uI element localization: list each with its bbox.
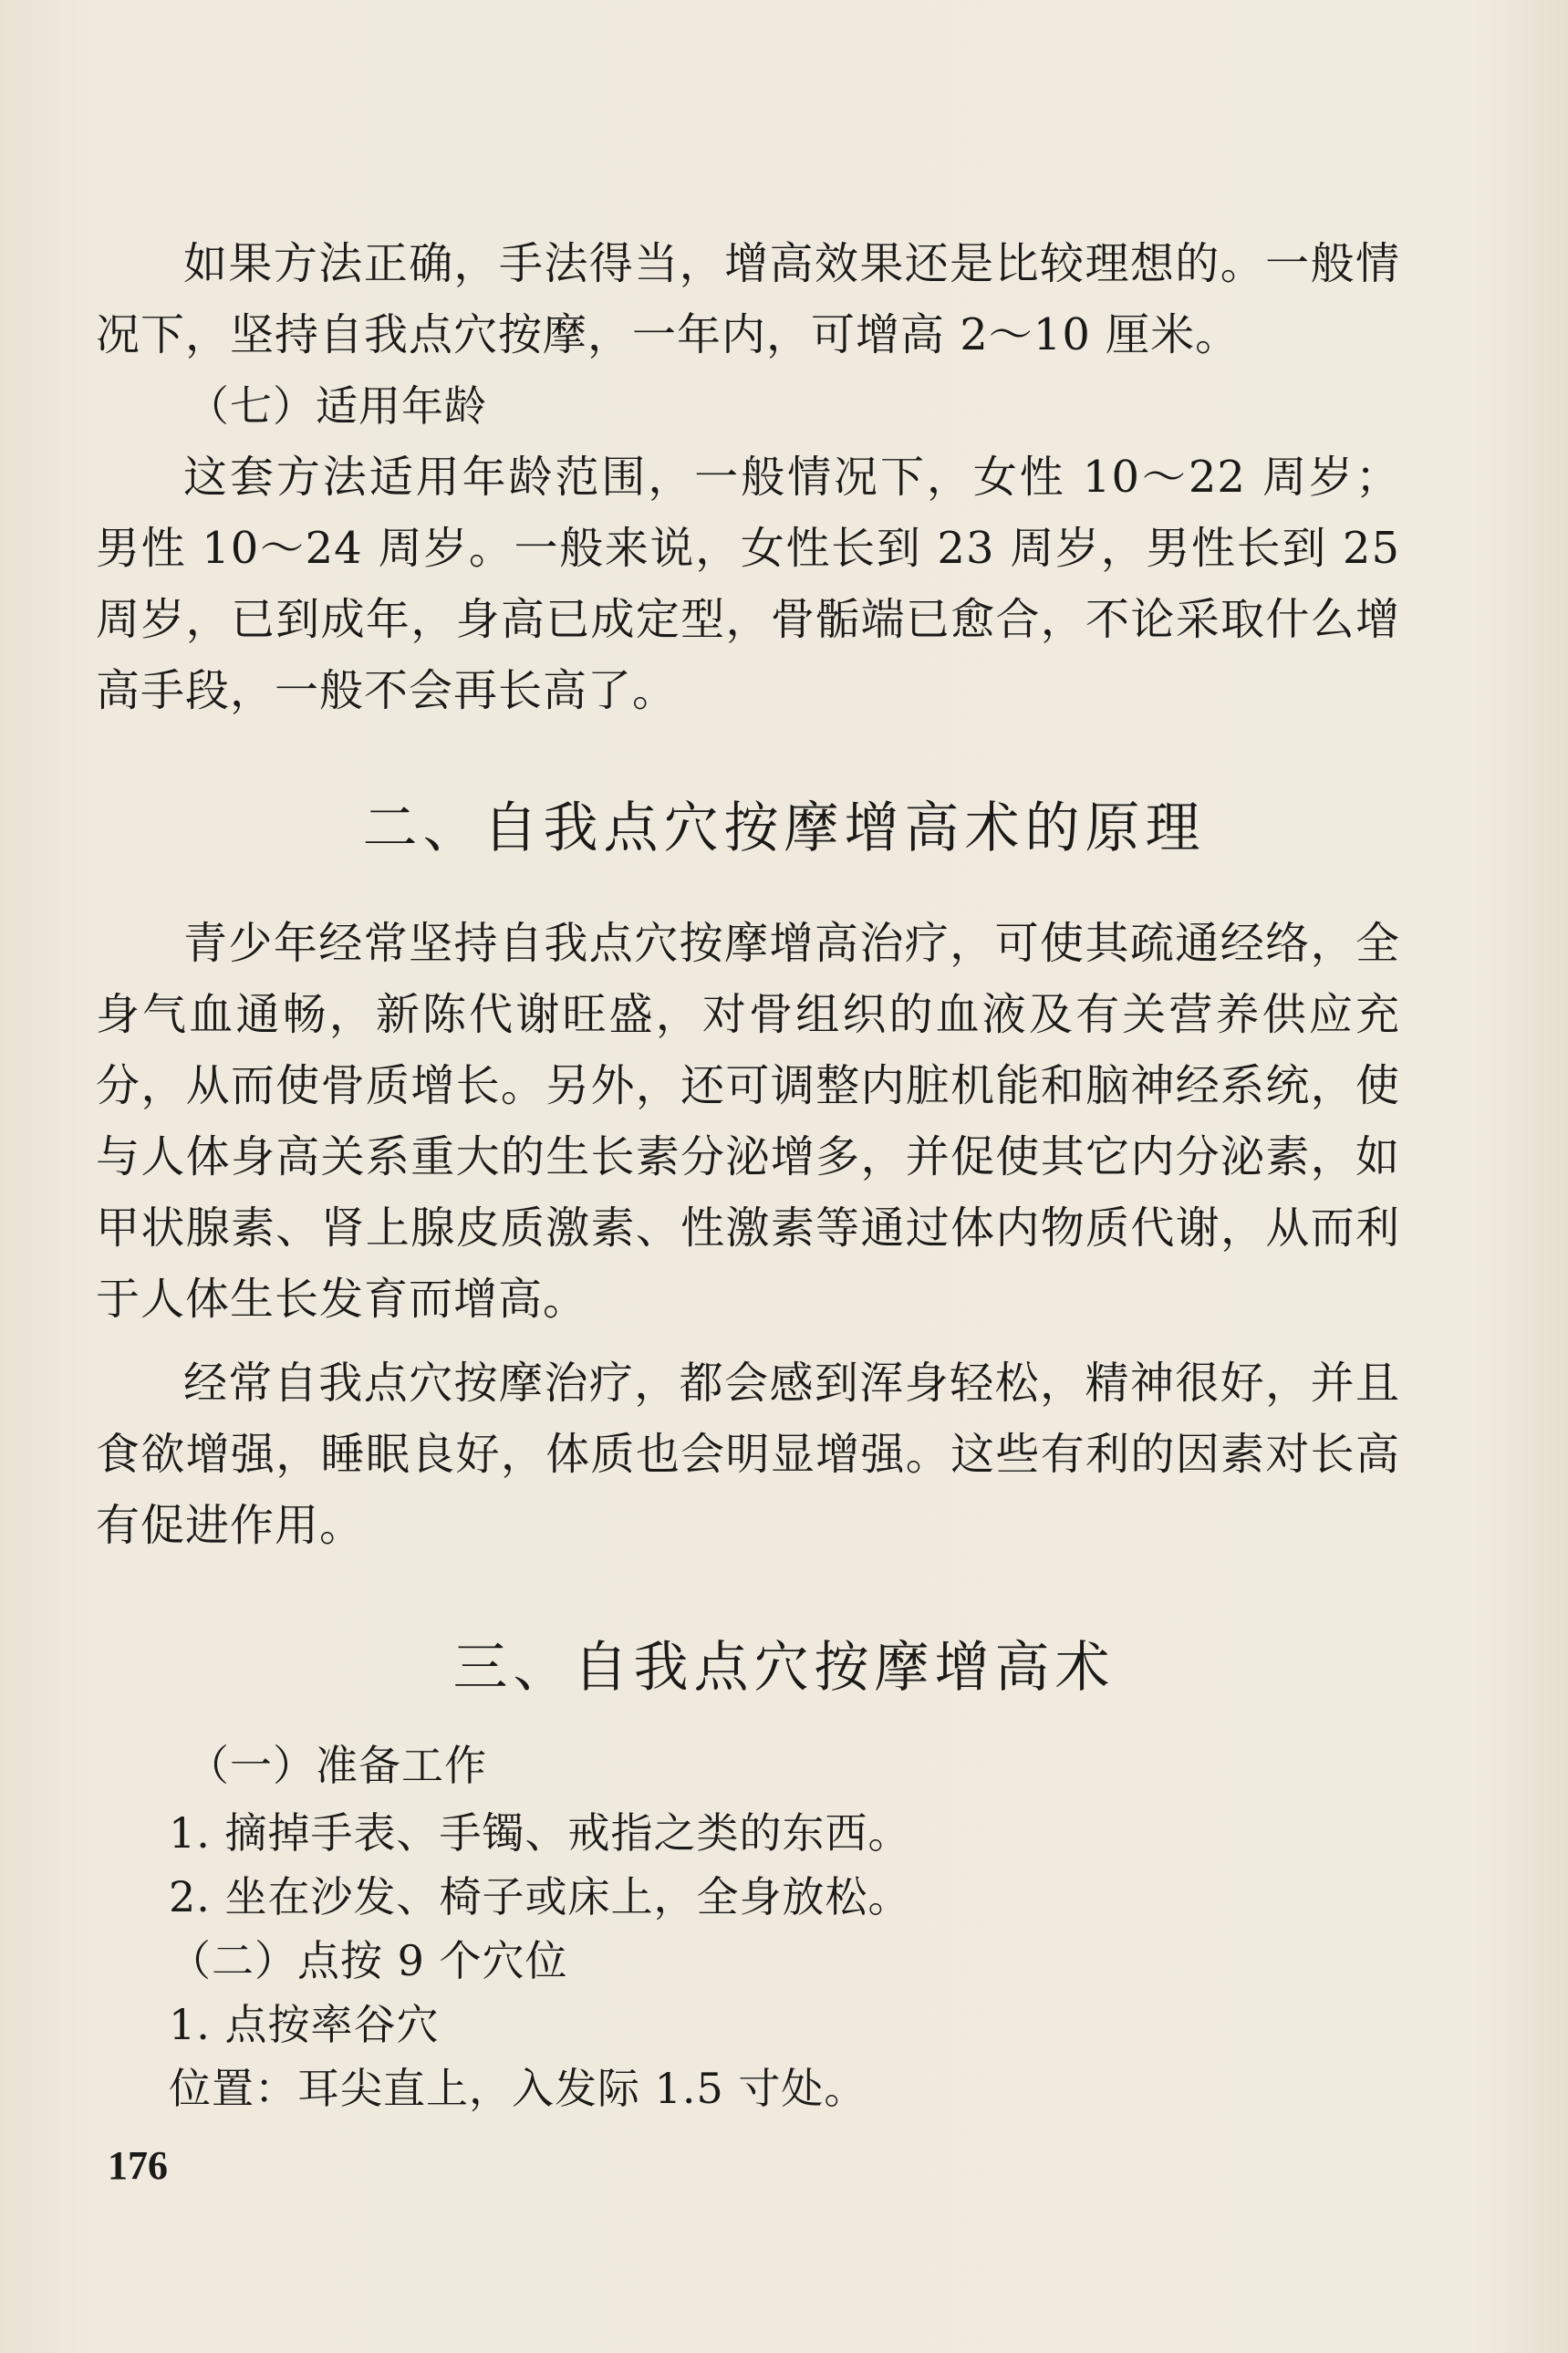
section-2: [96, 908, 1400, 1561]
subheading-nine-points: （二）点按 9 个穴位: [169, 1936, 568, 1985]
subheading-preparation: （一）准备工作: [187, 1741, 487, 1790]
subheading-applicable-age: （七）适用年龄: [187, 381, 487, 431]
paragraph-effect: 如果方法正确，手法得当，增高效果还是比较理想的。一般情况下，坚持自我点穴按摩，一年内，可增高 2～10 厘米。: [96, 238, 1400, 360]
list-item-location: 位置：耳尖直上，入发际 1.5 寸处。: [169, 2064, 867, 2113]
paragraph-age-range: 这套方法适用年龄范围，一般情况下，女性 10～22 周岁；男性 10～24 周岁。一般来说，女性长到 23 周岁，男性长到 25 周岁，已到成年，身高已成定型，骨骺端已愈合，不论采取什么增高手段，一般不会再长高了。: [96, 452, 1400, 716]
paragraph-principle: 青少年经常坚持自我点穴按摩增高治疗，可使其疏通经络，全身气血通畅，新陈代谢旺盛，对骨组织的血液及有关营养供应充分，从而使骨质增长。另外，还可调整内脏机能和脑神经系统，使与人体身高关系重大的生长素分泌增多，并促使其它内分泌素，如甲状腺素、肾上腺皮质激素、性激素等通过体内物质代谢，从而利于人体生长发育而增高。: [96, 918, 1400, 1325]
section-3: [96, 1734, 1400, 2120]
paragraph-benefits: 经常自我点穴按摩治疗，都会感到浑身轻松，精神很好，并且食欲增强，睡眠良好，体质也会明显增强。这些有利的因素对长高有促进作用。: [96, 1358, 1400, 1551]
section-3-title: 三、自我点穴按摩增高术: [452, 1636, 1116, 1700]
page-number: 176: [108, 2143, 168, 2188]
list-item-sit-relax: 2. 坐在沙发、椅子或床上，全身放松。: [169, 1872, 911, 1921]
list-item-shuaigu-point: 1. 点按率谷穴: [169, 2000, 440, 2049]
section-2-title: 二、自我点穴按摩增高术的原理: [362, 796, 1206, 860]
section-1: [96, 228, 1400, 726]
list-item-remove-jewelry: 1. 摘掉手表、手镯、戒指之类的东西。: [169, 1808, 911, 1858]
